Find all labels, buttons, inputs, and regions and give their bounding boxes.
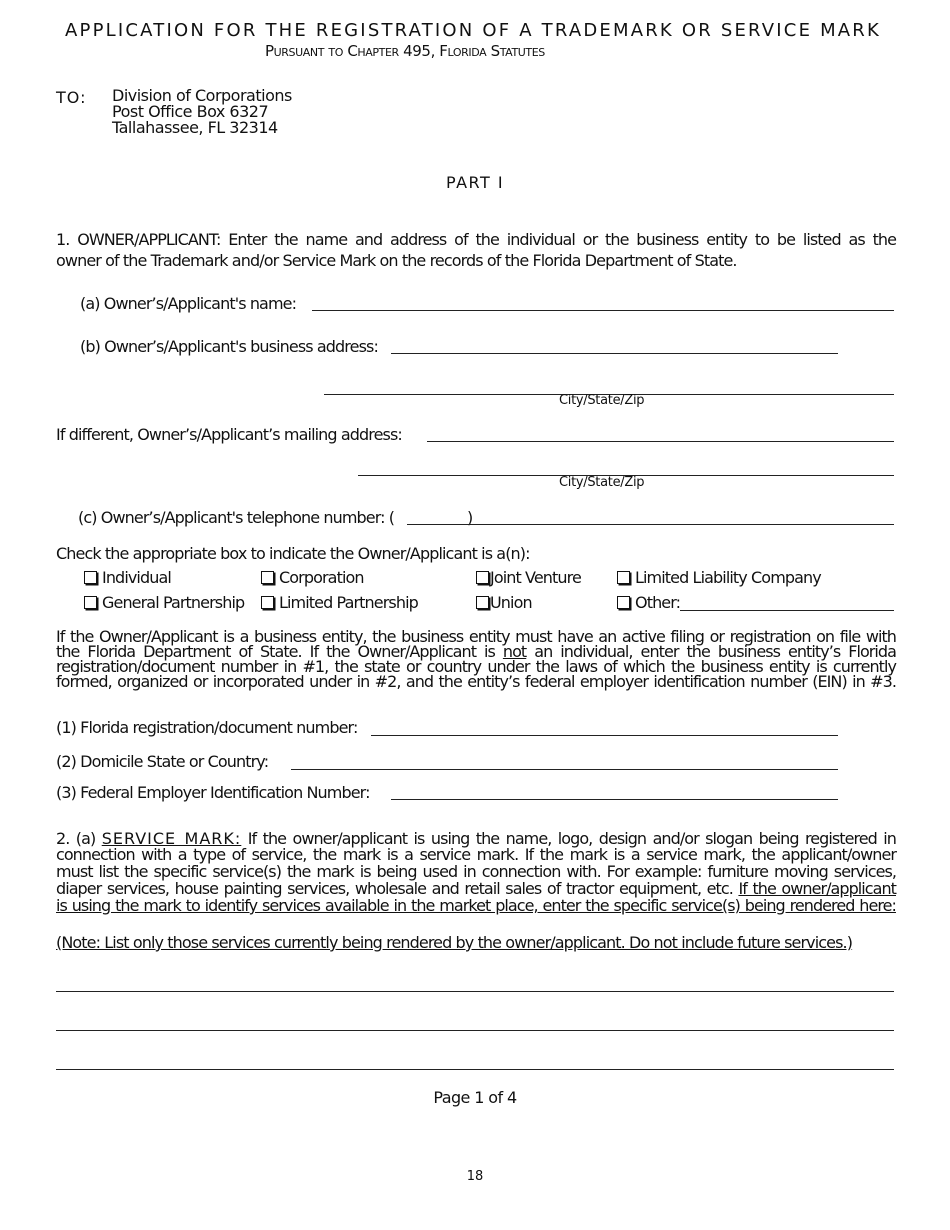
- domicile-field[interactable]: [291, 769, 838, 770]
- fein-field[interactable]: [391, 799, 838, 800]
- checkbox-icon[interactable]: [617, 571, 630, 584]
- checkbox-label: Limited Partnership: [279, 593, 418, 612]
- checkbox-individual[interactable]: [84, 568, 171, 587]
- to-address-line: Division of Corporations: [112, 86, 292, 105]
- checkbox-icon[interactable]: [84, 596, 97, 609]
- entity-type-prompt: Check the appropriate box to indicate the Owner/Applicant is a(n):: [56, 544, 530, 563]
- checkbox-joint-venture[interactable]: [476, 568, 581, 587]
- checkbox-label: Corporation: [279, 568, 364, 587]
- to-label: TO:: [56, 88, 87, 107]
- owner-name-label: (a) Owner’s/Applicant's name:: [80, 294, 297, 313]
- checkbox-other[interactable]: [617, 593, 680, 612]
- service-mark-line: must list the specific service(s) the mark is being used in connection with. For example: furniture moving services,: [56, 862, 896, 881]
- owner-intro-line: 1. OWNER/APPLICANT: Enter the name and address of the individual or the business entity to be listed as the: [56, 230, 896, 249]
- checkbox-label: Other:: [635, 593, 681, 612]
- checkbox-corporation[interactable]: [261, 568, 364, 587]
- other-entity-field[interactable]: [680, 610, 894, 611]
- domicile-label: (2) Domicile State or Country:: [56, 752, 269, 771]
- service-mark-line: is using the mark to identify services available in the market place, enter the specific service(s) being rendered here:: [56, 896, 896, 915]
- checkbox-icon[interactable]: [261, 596, 274, 609]
- to-address: [112, 88, 292, 136]
- mailing-address-field[interactable]: [427, 441, 894, 442]
- checkbox-icon[interactable]: [476, 571, 489, 584]
- service-mark-note: (Note: List only those services currently being rendered by the owner/applicant. Do not include future services.): [56, 933, 853, 952]
- entity-paragraph-line: If the Owner/Applicant is a business entity, the business entity must have an active filing or registration on file with: [56, 627, 896, 646]
- checkbox-label: Union: [490, 593, 532, 612]
- registration-number-label: (1) Florida registration/document number:: [56, 718, 358, 737]
- checkbox-label: General Partnership: [102, 593, 245, 612]
- checkbox-union[interactable]: [476, 593, 532, 612]
- service-entry-line[interactable]: [56, 991, 894, 992]
- city-state-zip-caption: City/State/Zip: [559, 393, 645, 408]
- service-mark-examples: diaper services, house painting services, wholesale and retail sales of tractor equipment, etc.: [56, 879, 733, 898]
- city-state-zip-caption: City/State/Zip: [559, 475, 645, 490]
- owner-name-field[interactable]: [312, 310, 894, 311]
- telephone-paren-close: ): [467, 508, 473, 527]
- entity-paragraph-line: the Florida Department of State. If the Owner/Applicant is not an individual, enter the business entity’s Florida: [56, 642, 896, 661]
- checkbox-icon[interactable]: [617, 596, 630, 609]
- service-entry-line[interactable]: [56, 1030, 894, 1031]
- fein-label: (3) Federal Employer Identification Number:: [56, 783, 370, 802]
- service-mark-instruction: If the owner/applicant: [738, 879, 897, 898]
- owner-intro-line: owner of the Trademark and/or Service Mark on the records of the Florida Department of State.: [56, 251, 737, 270]
- entity-paragraph-line: formed, organized or incorporated under in #2, and the entity’s federal employer identification number (EIN) in #3.: [56, 672, 896, 691]
- part-heading: PART I: [445, 173, 505, 192]
- business-address-label: (b) Owner’s/Applicant's business address:: [80, 337, 378, 356]
- service-mark-heading: SERVICE MARK:: [101, 829, 242, 848]
- service-mark-text: If the owner/applicant is using the name, logo, design and/or slogan being registered in: [247, 829, 896, 848]
- form-subtitle: Pursuant to Chapter 495, Florida Statutes: [265, 42, 545, 60]
- service-entry-line[interactable]: [56, 1069, 894, 1070]
- entity-paragraph-line: registration/document number in #1, the state or country under the laws of which the business entity is currently: [56, 657, 896, 676]
- section2-prefix: 2. (a): [56, 829, 96, 848]
- page-label: Page 1 of 4: [433, 1088, 517, 1107]
- to-address-line: Tallahassee, FL 32314: [112, 118, 278, 137]
- mailing-address-label: If different, Owner’s/Applicant’s mailing address:: [56, 425, 402, 444]
- service-mark-line: [56, 881, 896, 897]
- checkbox-general-partnership[interactable]: [84, 593, 244, 612]
- checkbox-icon[interactable]: [84, 571, 97, 584]
- form-title: APPLICATION FOR THE REGISTRATION OF A TRADEMARK OR SERVICE MARK: [65, 20, 882, 41]
- telephone-number-field[interactable]: [469, 524, 894, 525]
- checkbox-icon[interactable]: [476, 596, 489, 609]
- business-address-field[interactable]: [391, 353, 838, 354]
- checkbox-label: Joint Venture: [490, 568, 581, 587]
- checkbox-limited-partnership[interactable]: [261, 593, 418, 612]
- to-address-line: Post Office Box 6327: [112, 102, 269, 121]
- registration-number-field[interactable]: [371, 735, 838, 736]
- telephone-area-code-field[interactable]: [407, 524, 469, 525]
- checkbox-label: Individual: [102, 568, 171, 587]
- page-number: 18: [466, 1169, 484, 1184]
- telephone-label: (c) Owner’s/Applicant's telephone number: (: [78, 508, 395, 527]
- checkbox-icon[interactable]: [261, 571, 274, 584]
- checkbox-llc[interactable]: [617, 568, 821, 587]
- service-mark-line: connection with a type of service, the mark is a service mark. If the mark is a service mark, the applicant/owner: [56, 845, 896, 864]
- checkbox-label: Limited Liability Company: [635, 568, 821, 587]
